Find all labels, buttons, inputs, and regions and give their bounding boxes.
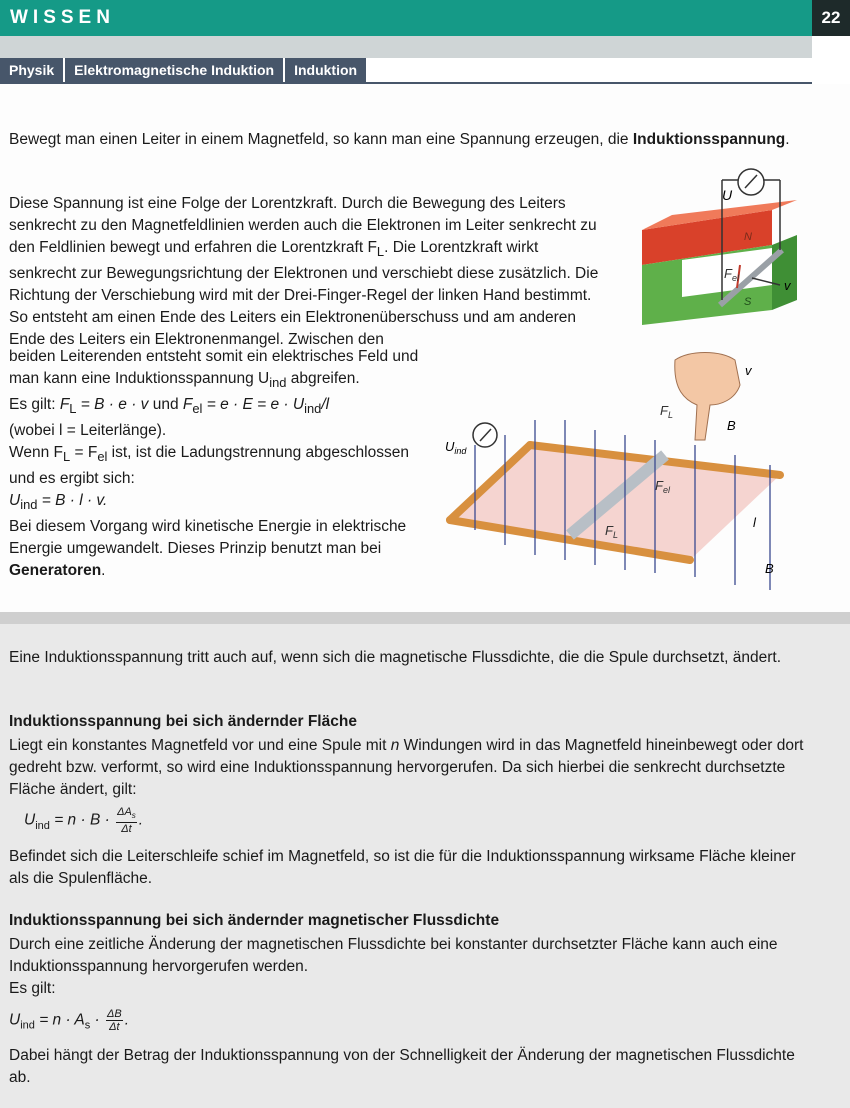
breadcrumb-item-physik: Physik: [0, 58, 63, 82]
energy-period: .: [101, 562, 106, 580]
field-text: beiden Leiterenden entsteht somit ein elektrisches Feld und man kann eine Induktionsspannung U: [9, 348, 419, 387]
page-number: 22: [812, 0, 850, 36]
formula-fel-rhs: = e · E = e · U: [202, 396, 305, 414]
label-Uind: $U_{ind}$: [445, 439, 467, 456]
wobei-text: (wobei l = Leiterlänge).: [9, 422, 167, 440]
fraction-numerator: $\Delta A_s$: [116, 806, 137, 823]
und-text: und: [148, 396, 183, 414]
energy-text: Bei diesem Vorgang wird kinetische Energie in elektrische Energie umgewandelt. Dieses Prinzip benutzt man bei: [9, 518, 407, 558]
rail-figure: [435, 345, 815, 600]
formula-fl-rhs: = B · e · v: [76, 396, 149, 414]
flux-intro: Eine Induktionsspannung tritt auch auf, wenn sich die magnetische Flussdichte, die die Spule durchsetzt, ändert.: [9, 649, 782, 666]
fraction: [116, 806, 137, 835]
subscript-ind: ind: [20, 497, 38, 513]
area-paragraph: [9, 735, 809, 801]
result-rhs: = B · l · v.: [37, 492, 108, 510]
label-FL: $F_L$: [605, 523, 618, 540]
fraction: [106, 1008, 123, 1033]
subscript-ind: ind: [269, 375, 287, 391]
subscript-s: s: [84, 1019, 91, 1032]
heading-area-change: Induktionsspannung bei sich ändernder Fläche: [9, 713, 357, 730]
formula-flux: [9, 1008, 129, 1033]
formula-lhs: U: [9, 1011, 21, 1029]
flux-text: Durch eine zeitliche Änderung der magnetischen Flussdichte bei konstanter durchsetzter Fläche kann auch eine Induktionsspannung hervorgerufen werden.: [9, 936, 778, 975]
formula-mid: = n · A: [34, 1011, 85, 1029]
subscript-el: el: [97, 449, 108, 465]
subscript-L: L: [376, 244, 385, 260]
label-B-top: B: [727, 418, 736, 433]
subscript-L: L: [63, 449, 71, 465]
page-header: [0, 0, 850, 36]
subscript-ind: ind: [20, 1019, 35, 1032]
breadcrumb-item-elektromagnetische-induktion: Elektromagnetische Induktion: [65, 58, 283, 82]
label-FL-top: $F_L$: [660, 403, 673, 420]
breadcrumb-item-induktion: Induktion: [285, 58, 366, 82]
fraction-denominator: Δt: [121, 823, 132, 836]
label-U: U: [722, 187, 733, 203]
result-lhs: U: [9, 492, 21, 510]
variable-n: n: [390, 737, 400, 754]
oblique-paragraph: Befindet sich die Leiterschleife schief im Magnetfeld, so ist die für die Induktionsspannung wirksame Fläche kleiner als die Spulenfläche.: [9, 848, 796, 887]
subscript-ind: ind: [304, 401, 322, 417]
field-text-end: abgreifen.: [286, 370, 360, 387]
wenn-text: Wenn F: [9, 444, 63, 462]
formula-end: .: [124, 1011, 130, 1029]
term-generatoren: Generatoren: [9, 562, 102, 580]
intro-text: Bewegt man einen Leiter in einem Magnetfeld, so kann man eine Spannung erzeugen, die: [9, 131, 633, 148]
label-N: N: [744, 231, 752, 243]
section-divider: [0, 612, 850, 624]
section-title: WISSEN: [10, 7, 115, 28]
section-banner: [0, 0, 812, 36]
formula-fl: F: [59, 396, 70, 414]
label-Fel: $F_{el}$: [655, 478, 670, 495]
label-v: v: [784, 278, 791, 293]
term-induktionsspannung: Induktionsspannung: [632, 131, 786, 148]
breadcrumb: [0, 58, 368, 82]
closing-paragraph: Dabei hängt der Betrag der Induktionsspannung von der Schnelligkeit der Änderung der magnetischen Flussdichte ab.: [9, 1047, 795, 1086]
fraction-denominator: Δt: [109, 1021, 120, 1033]
wenn-text-b: = F: [70, 444, 98, 462]
formula-lhs: U: [24, 811, 36, 829]
label-S: S: [744, 296, 752, 308]
heading-flux-change: Induktionsspannung bei sich ändernder magnetischer Flussdichte: [9, 912, 500, 929]
label-Fel: $F_{el}$: [724, 266, 739, 283]
subscript-L: L: [69, 401, 77, 417]
magnet-figure: [612, 160, 812, 340]
field-paragraph: [9, 346, 419, 582]
intro-period: .: [785, 131, 790, 148]
formula-end: .: [138, 811, 144, 829]
wenn-text-c: ist, ist die Ladungstrennung abgeschlossen und es ergibt sich:: [9, 444, 409, 488]
label-l: l: [753, 515, 756, 530]
flux-paragraph: [9, 934, 809, 1000]
lorentz-text-cont: . Die Lorentzkraft wirkt senkrecht zur Bewegungsrichtung der Elektronen und verschiebt diese zusätzlich. Die Richtung der Verschiebung wird mit der Drei-Finger-Regel der linken Hand bestimmt. So entsteht am einen Ende des Leiters ein Elektronenüberschuss und am anderen Ende des Leiters ein Elektronenmangel. Zwischen den: [9, 239, 599, 349]
formula-fel-end: /l: [321, 396, 330, 414]
formula-fel: F: [182, 396, 193, 414]
fraction-numerator: ΔB: [107, 1008, 122, 1020]
lorentz-paragraph: [9, 193, 609, 351]
intro-paragraph: [9, 129, 809, 151]
formula-area: [24, 806, 143, 835]
area-text-cont: Windungen wird in das Magnetfeld hineinbewegt oder dort gedreht bzw. verformt, so wird eine Induktionsspannung hervorgerufen. Da sich hierbei die senkrecht durchsetzte Fläche ändert, gilt:: [9, 737, 804, 798]
subscript-el: el: [192, 401, 203, 417]
es-gilt-label: Es gilt:: [9, 396, 60, 414]
area-text: Liegt ein konstantes Magnetfeld vor und eine Spule mit: [9, 737, 391, 754]
lorentz-text: Diese Spannung ist eine Folge der Lorentzkraft. Durch die Bewegung des Leiters senkrecht zu den Magnetfeldlinien werden auch die Elektronen im Leiter senkrecht zu den Feldlinien bewegt und erfahren die Lorentzkraft F: [9, 195, 597, 256]
header-band: [0, 36, 812, 58]
label-B-bottom: B: [765, 561, 774, 576]
formula-dot: ·: [90, 1011, 104, 1029]
label-v: v: [745, 363, 752, 378]
es-gilt-label: Es gilt:: [9, 980, 56, 997]
formula-mid: = n · B ·: [49, 811, 115, 829]
magnet-south-side: [772, 235, 797, 310]
subscript-ind: ind: [35, 819, 50, 832]
